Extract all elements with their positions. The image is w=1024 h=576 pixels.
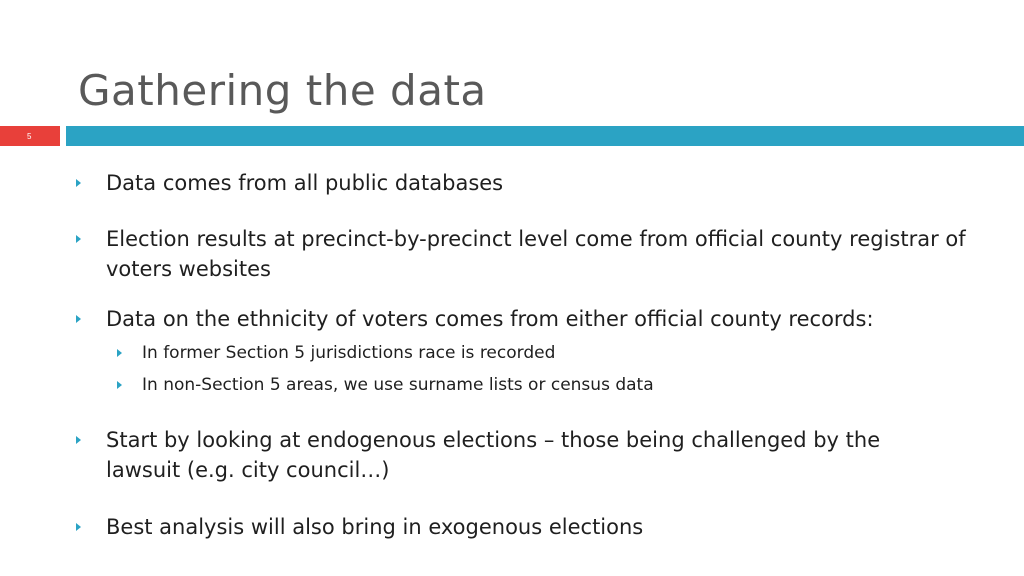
slide-title: Gathering the data (78, 66, 487, 115)
bullet-item (106, 512, 986, 542)
sub-bullet-item (142, 341, 982, 365)
bullet-text: Start by looking at endogenous elections – those being challenged by the lawsuit (e.g. city council…) (106, 428, 881, 482)
bullet-text: Election results at precinct-by-precinct level come from official county registrar of voters websites (106, 227, 966, 281)
slide-number-badge (0, 126, 60, 146)
bullet-text: Data comes from all public databases (106, 171, 504, 195)
bullet-arrow-icon (76, 179, 81, 187)
sub-bullet-arrow-icon (117, 349, 122, 357)
bullet-arrow-icon (76, 436, 81, 444)
sub-bullet-text: In former Section 5 jurisdictions race is recorded (142, 343, 556, 363)
bullet-text: Data on the ethnicity of voters comes from either official county records: (106, 307, 874, 331)
bullet-item (106, 168, 986, 198)
bullet-item (106, 304, 986, 334)
slide-number: 5 (27, 131, 32, 141)
bullet-item (106, 224, 986, 284)
sub-bullet-arrow-icon (117, 381, 122, 389)
bullet-item (106, 425, 936, 485)
bullet-arrow-icon (76, 523, 81, 531)
sub-bullet-item (142, 373, 982, 397)
bullet-arrow-icon (76, 315, 81, 323)
title-accent-bar (66, 126, 1024, 146)
bullet-text: Best analysis will also bring in exogenous elections (106, 515, 644, 539)
bullet-arrow-icon (76, 235, 81, 243)
sub-bullet-text: In non-Section 5 areas, we use surname lists or census data (142, 375, 654, 395)
